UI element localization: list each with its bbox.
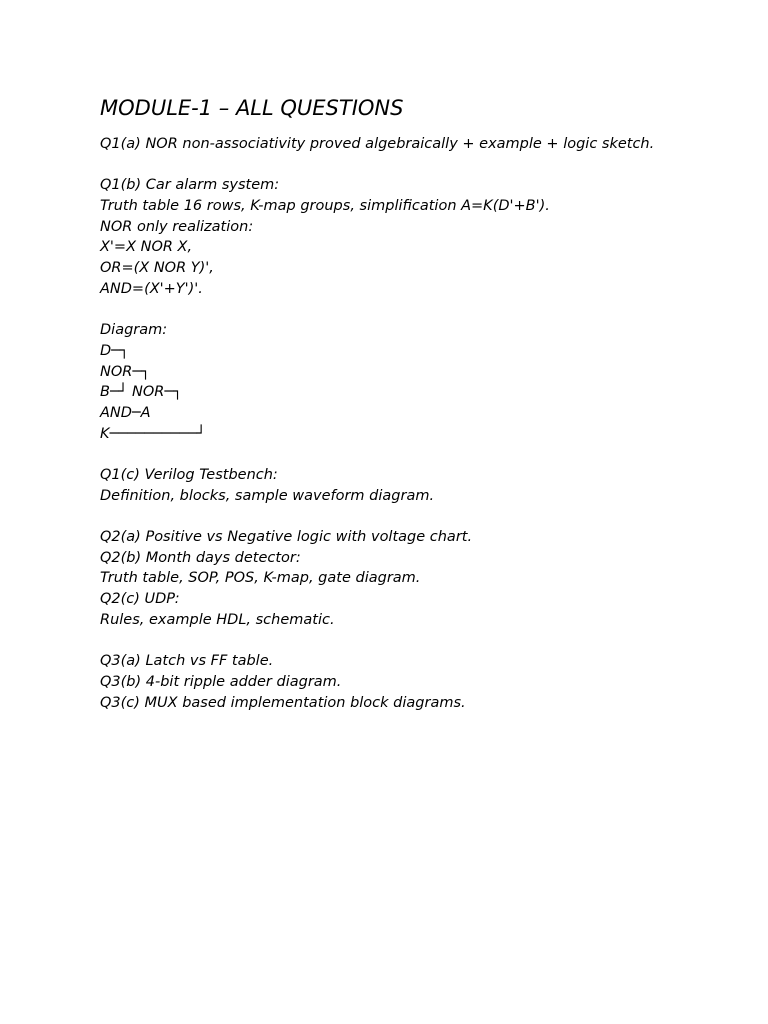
diagram-line: NOR─┐: [100, 363, 150, 380]
text-line-q2a: Q2(a) Positive vs Negative logic with voltage chart.: [100, 529, 473, 546]
blank-line: [100, 300, 660, 321]
text-line: Truth table 16 rows, K-map groups, simplification A=K(D'+B').: [100, 198, 550, 215]
text-line-q1c: Q1(c) Verilog Testbench:: [100, 467, 278, 484]
text-line-q2c: Q2(c) UDP:: [100, 591, 180, 608]
diagram-heading: Diagram:: [100, 322, 168, 339]
blank-line: [100, 155, 660, 176]
document-title: MODULE-1 – ALL QUESTIONS: [100, 96, 404, 120]
text-line: AND=(X'+Y')'.: [100, 280, 203, 297]
text-line: Definition, blocks, sample waveform diagram.: [100, 487, 435, 504]
blank-line: [100, 631, 660, 652]
document-content: [100, 93, 660, 713]
diagram-line: D─┐: [100, 342, 129, 359]
diagram-line: K──────────┘: [100, 425, 206, 442]
text-line: OR=(X NOR Y)',: [100, 260, 214, 277]
text-line: NOR only realization:: [100, 218, 254, 235]
diagram-line: AND─A: [100, 404, 151, 421]
blank-line: [100, 506, 660, 527]
text-line-q3b: Q3(b) 4-bit ripple adder diagram.: [100, 673, 342, 690]
text-line-q3a: Q3(a) Latch vs FF table.: [100, 653, 274, 670]
text-line: Rules, example HDL, schematic.: [100, 611, 335, 628]
text-line: Truth table, SOP, POS, K-map, gate diagram.: [100, 570, 421, 587]
diagram-line: B─┘ NOR─┐: [100, 384, 182, 401]
text-line-q3c: Q3(c) MUX based implementation block diagrams.: [100, 694, 466, 711]
blank-line: [100, 444, 660, 465]
text-line: X'=X NOR X,: [100, 239, 193, 256]
text-line-q2b: Q2(b) Month days detector:: [100, 549, 301, 566]
text-line-q1a: Q1(a) NOR non-associativity proved algebraically + example + logic sketch.: [100, 136, 655, 152]
text-line-q1b: Q1(b) Car alarm system:: [100, 177, 280, 194]
